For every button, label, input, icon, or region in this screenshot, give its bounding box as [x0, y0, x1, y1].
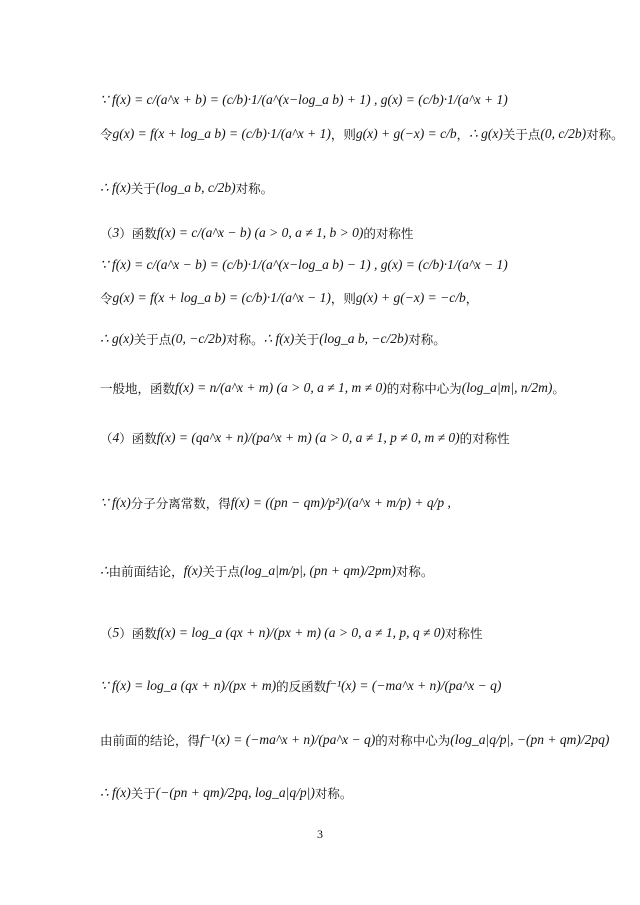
math-run: (log_a|m|, n/2m): [461, 380, 553, 395]
formula-line-13: [100, 658, 600, 714]
text-run: ）函数: [119, 626, 157, 641]
text-run: 对称。: [586, 127, 624, 142]
math-run: ∴ g(x): [469, 126, 503, 141]
text-run: ，: [465, 291, 479, 306]
math-run: f(x): [183, 563, 203, 578]
text-run: 对称。: [408, 332, 446, 347]
math-run: g(x) + g(−x) = −c/b: [355, 290, 466, 305]
text-run: 对称。: [226, 332, 264, 347]
text-run: 的对称性: [459, 431, 510, 446]
math-run: ∴ f(x): [100, 785, 131, 800]
text-run: 。: [552, 381, 565, 396]
math-run: f(x) = n/(a^x + m) (a > 0, a ≠ 1, m ≠ 0): [175, 380, 387, 395]
formula-line-14: [100, 712, 610, 768]
text-run: 关于点: [133, 332, 172, 347]
formula-line-11: [100, 543, 600, 599]
text-run: ，则: [330, 127, 356, 142]
text-run: （: [100, 626, 113, 641]
math-run: 5: [112, 625, 120, 640]
formula-line-2: [100, 106, 624, 162]
math-run: f(x) = (qa^x + n)/(pa^x + m) (a > 0, a ≠ 1, p ≠ 0, m ≠ 0): [156, 430, 460, 445]
text-run: 的对称中心为: [375, 733, 451, 748]
text-run: 关于点: [202, 564, 240, 579]
text-run: 令: [100, 127, 113, 142]
page-number: 3: [317, 827, 323, 841]
text-run: 对称性: [444, 626, 483, 641]
math-run: ∵ f(x): [100, 495, 131, 510]
text-run: ，: [456, 127, 470, 142]
text-run: 一般地，函数: [100, 381, 176, 396]
math-run: f(x) = log_a (qx + n)/(px + m) (a > 0, a ≠ 1, p, q ≠ 0): [156, 625, 445, 640]
text-run: 的反函数: [276, 679, 327, 694]
text-run: 令: [100, 291, 113, 306]
text-run: 关于: [294, 332, 320, 347]
math-run: g(x) + g(−x) = c/b: [355, 126, 457, 141]
formula-line-8: [100, 360, 600, 416]
math-run: g(x) = f(x + log_a b) = (c/b)·1/(a^x − 1): [112, 290, 331, 305]
text-run: 由前面的结论，得: [100, 733, 201, 748]
formula-line-15: [100, 765, 600, 821]
math-run: ∵ f(x) = c/(a^x + b) = (c/b)·1/(a^(x−log_a b) + 1) , g(x) = (c/b)·1/(a^x + 1): [100, 92, 508, 107]
text-run: 的对称性: [363, 226, 414, 241]
math-run: ∴ g(x): [100, 331, 134, 346]
text-run: ，则: [330, 291, 356, 306]
text-run: 关于: [130, 181, 156, 196]
text-run: 关于: [130, 786, 156, 801]
math-run: (0, −c/2b): [171, 331, 227, 346]
formula-line-9: [100, 410, 600, 466]
math-run: (log_a|m/p|, (pn + qm)/2pm): [239, 563, 396, 578]
math-run: (log_a b, −c/2b): [319, 331, 409, 346]
text-run: 对称。: [395, 564, 434, 579]
text-run: 对称。: [314, 786, 353, 801]
math-run: (log_a b, c/2b): [155, 180, 236, 195]
text-run: ）函数: [119, 226, 157, 241]
text-run: （: [100, 226, 113, 241]
math-run: f(x) = c/(a^x − b) (a > 0, a ≠ 1, b > 0): [156, 225, 364, 240]
math-run: g(x) = f(x + log_a b) = (c/b)·1/(a^x + 1): [112, 126, 331, 141]
math-run: 3: [112, 225, 120, 240]
text-run: ）函数: [119, 431, 157, 446]
math-run: 4: [112, 430, 120, 445]
math-run: ∵ f(x) = log_a (qx + n)/(px + m): [100, 678, 277, 693]
formula-line-12: [100, 605, 600, 661]
text-run: （: [100, 431, 113, 446]
math-run: f⁻¹(x) = (−ma^x + n)/(pa^x − q): [200, 732, 376, 747]
text-run: 关于点: [502, 127, 541, 142]
text-run: 分子分离常数，得: [130, 496, 231, 511]
formula-line-7: [100, 311, 600, 367]
math-run: (0, c/2b): [540, 126, 587, 141]
text-run: 对称。: [235, 181, 274, 196]
math-run: ∴: [100, 563, 109, 578]
math-run: ∴ f(x): [100, 180, 131, 195]
formula-line-10: [100, 475, 600, 531]
math-run: f(x) = ((pn − qm)/p²)/(a^x + m/p) + q/p ,: [230, 495, 451, 510]
math-run: f⁻¹(x) = (−ma^x + n)/(pa^x − q): [326, 678, 502, 693]
math-run: ∴ f(x): [263, 331, 295, 346]
text-run: 由前面结论，: [108, 564, 184, 579]
text-run: 的对称中心为: [386, 381, 462, 396]
math-run: (−(pn + qm)/2pq, log_a|q/p|): [155, 785, 315, 800]
math-run: (log_a|q/p|, −(pn + qm)/2pq): [450, 732, 610, 747]
math-run: ∵ f(x) = c/(a^x − b) = (c/b)·1/(a^(x−log_a b) − 1) , g(x) = (c/b)·1/(a^x − 1): [100, 257, 508, 272]
